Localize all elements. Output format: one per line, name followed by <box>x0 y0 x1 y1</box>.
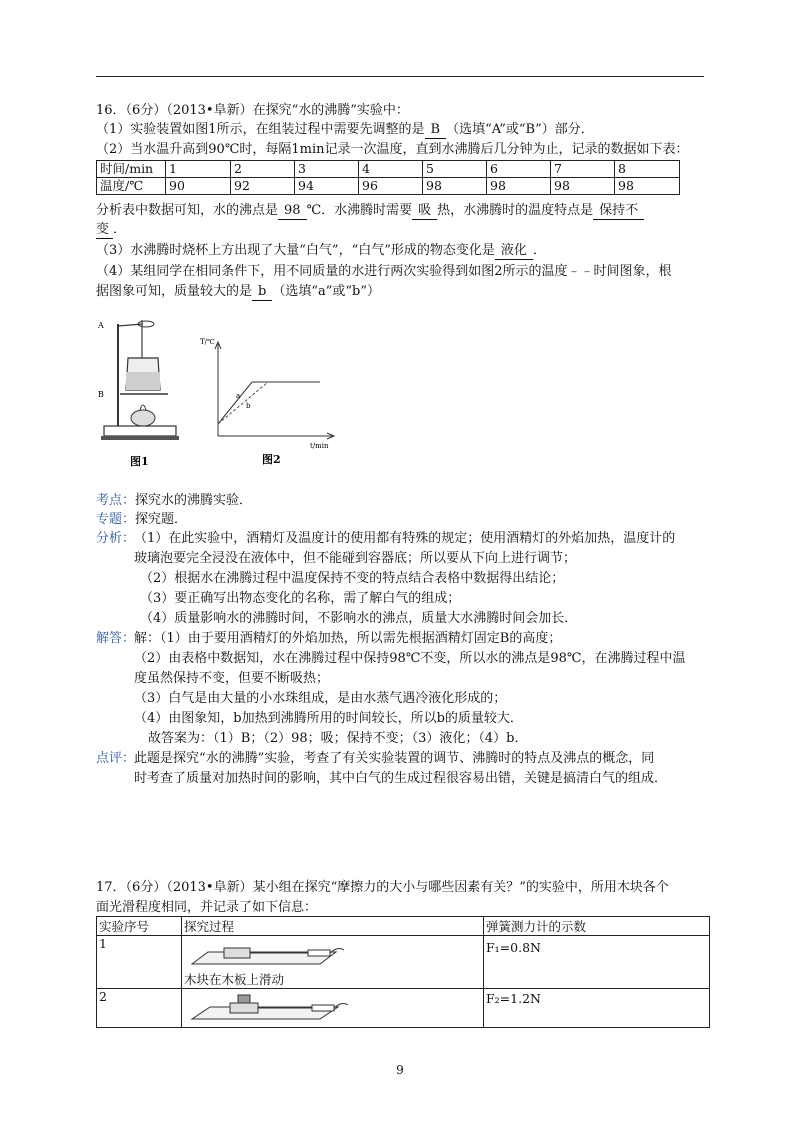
q16-analysis-line <box>96 202 644 220</box>
q16-text: 据图象可知，质量较大的是 <box>96 284 253 299</box>
table-cell: 7 <box>551 161 615 178</box>
q16-part4: （4）某组同学在相同条件下，用不同质量的水进行两次实验得到如图2所示的温度﹣﹣时间图象，根 <box>96 264 672 279</box>
page-number: 9 <box>396 1063 404 1077</box>
q16-part3 <box>96 242 546 260</box>
table-cell: 94 <box>295 178 359 195</box>
table-cell: 98 <box>423 178 487 195</box>
table-header: 实验序号 <box>97 917 182 936</box>
q16-text: （选填“a”或“b”） <box>272 284 381 299</box>
q16-part1-text: （1）实验装置如图1所示，在组装过程中需要先调整的是 <box>96 122 425 137</box>
q16-part1-answer: B <box>425 122 447 139</box>
table-cell <box>182 936 484 989</box>
kaodian-label: 考点： <box>96 493 136 508</box>
fenxi-label-text: 分析： <box>96 531 136 546</box>
table-cell <box>182 989 484 1028</box>
table-cell: 1 <box>166 161 231 178</box>
q17-table <box>96 916 710 1028</box>
q16-text: （3）水沸腾时烧杯上方出现了大量“白气”，“白气”形成的物态变化是 <box>96 243 495 258</box>
header-rule <box>96 76 704 77</box>
q16-data-table <box>96 160 680 195</box>
dianping-label-text: 点评： <box>96 751 136 766</box>
q16-text: ． <box>532 243 546 258</box>
fig2-line-b-label: b <box>246 402 251 410</box>
fenxi-line: （4）质量影响水的沸腾时间，不影响水的沸点，质量大水沸腾时间会加长． <box>140 611 578 626</box>
q16-answer-feature: 保持不 <box>593 203 644 220</box>
q16-answer-boiling-point: 98 <box>278 203 307 220</box>
table-cell: F₁=0.8N <box>484 936 710 989</box>
fig1-caption: 图1 <box>130 455 149 468</box>
jieda-line: （4）由图象知，b加热到沸腾所用的时间较长，所以b的质量较大． <box>134 711 523 726</box>
table-cell: 98 <box>487 178 551 195</box>
q16-analysis-line2 <box>96 221 126 239</box>
jieda-line: 解：（1）由于要用酒精灯的外焰加热，所以需先根据酒精灯固定B的高度； <box>134 631 562 646</box>
zhuanti-row <box>96 510 187 530</box>
q16-part4-cont <box>96 283 380 301</box>
dianping-line: 此题是探究“水的沸腾”实验，考查了有关实验装置的调节、沸腾时的特点及沸点的概念，同 <box>134 751 655 766</box>
table-cell: 2 <box>231 161 295 178</box>
table-cell: 时间/min <box>97 161 166 178</box>
dianping-label <box>96 749 135 769</box>
fig2-caption: 图2 <box>262 453 281 466</box>
q16-title: 16．（6分）（2013•阜新）在探究“水的沸腾”实验中： <box>96 103 409 118</box>
jieda-label <box>96 629 135 649</box>
table-row <box>97 178 680 195</box>
figure-1-apparatus <box>98 310 190 470</box>
table-row <box>97 936 710 989</box>
q16-answer-mass: b <box>252 284 272 301</box>
table-cell: 92 <box>231 178 295 195</box>
q16-part1-text2: （选填“A”或“B”）部分． <box>446 122 594 137</box>
q16-answer-heat: 吸 <box>412 203 437 220</box>
table-cell: 3 <box>295 161 359 178</box>
table-cell: 98 <box>615 178 680 195</box>
q16-text: ． <box>113 222 127 237</box>
jieda-line: 度虽然保持不变，但要不断吸热； <box>134 671 330 686</box>
zhuanti-label: 专题： <box>96 512 136 527</box>
kaodian-text: 探究水的沸腾实验． <box>135 493 253 508</box>
experiment-2-illustration <box>190 991 360 1025</box>
fenxi-label <box>96 529 135 549</box>
q17-title-cont: 面光滑程度相同，并记录了如下信息： <box>96 900 318 915</box>
table-row <box>97 989 710 1028</box>
fenxi-line: （2）根据水在沸腾过程中温度保持不变的特点结合表格中数据得出结论； <box>140 571 565 586</box>
fig2-x-axis-label: t/min <box>310 442 329 450</box>
zhuanti-text: 探究题． <box>135 512 188 527</box>
fenxi-line: （3）要正确写出物态变化的名称，需了解白气的组成； <box>140 591 461 606</box>
q16-part1 <box>96 121 594 139</box>
q16-part2: （2）当水温升高到90℃时，每隔1min记录一次温度，直到水沸腾后几分钟为止，记录的数据如下表： <box>96 142 689 157</box>
figure-2-graph <box>200 332 346 467</box>
table-cell: 1 <box>97 936 182 989</box>
experiment-1-illustration <box>188 940 348 972</box>
table-cell: 温度/℃ <box>97 178 166 195</box>
table-cell: 4 <box>359 161 423 178</box>
jieda-label-text: 解答： <box>96 631 136 646</box>
table-cell: F₂=1.2N <box>484 989 710 1028</box>
table-cell: 96 <box>359 178 423 195</box>
jieda-line: （3）白气是由大量的小水珠组成，是由水蒸气遇冷液化形成的； <box>134 691 507 706</box>
q16-answer-feature-cont: 变 <box>96 222 113 239</box>
table-cell: 5 <box>423 161 487 178</box>
experiment-1-desc: 木块在木板上滑动 <box>184 972 285 987</box>
q16-text: ℃．水沸腾时需要 <box>306 203 413 218</box>
q17-title: 17．（6分）（2013•阜新）某小组在探究“摩擦力的大小与哪些因素有关？”的实验中，所用木块各个 <box>96 880 669 895</box>
q16-text: 热，水沸腾时的温度特点是 <box>437 203 594 218</box>
fenxi-line: 玻璃泡要完全浸没在液体中，但不能碰到容器底；所以要从下向上进行调节； <box>134 551 577 566</box>
fig2-line-a-label: a <box>236 392 241 400</box>
table-cell: 98 <box>551 178 615 195</box>
table-header: 弹簧测力计的示数 <box>484 917 710 936</box>
table-header: 探究过程 <box>182 917 484 936</box>
fenxi-line: （1）在此实验中，酒精灯及温度计的使用都有特殊的规定；使用酒精灯的外焰加热，温度计的 <box>134 531 676 546</box>
jieda-line: 故答案为：（1）B；（2）98；吸；保持不变；（3）液化；（4）b． <box>148 731 528 746</box>
jieda-line: （2）由表格中数据知，水在沸腾过程中保持98℃不变，所以水的沸点是98℃，在沸腾过程中温 <box>134 651 686 666</box>
table-cell: 2 <box>97 989 182 1028</box>
kaodian-row <box>96 491 252 511</box>
fig1-label-a: A <box>98 321 104 330</box>
q16-answer-liquefaction: 液化 <box>495 243 533 260</box>
fig1-label-b: B <box>98 390 104 399</box>
fig2-y-axis-label: T/℃ <box>200 338 215 346</box>
dianping-line: 时考查了质量对加热时间的影响，其中白气的生成过程很容易出错，关键是搞清白气的组成． <box>134 771 668 786</box>
table-row <box>97 161 680 178</box>
table-cell: 90 <box>166 178 231 195</box>
q16-text: 分析表中数据可知，水的沸点是 <box>96 203 279 218</box>
table-cell: 8 <box>615 161 680 178</box>
table-row <box>97 917 710 936</box>
table-cell: 6 <box>487 161 551 178</box>
